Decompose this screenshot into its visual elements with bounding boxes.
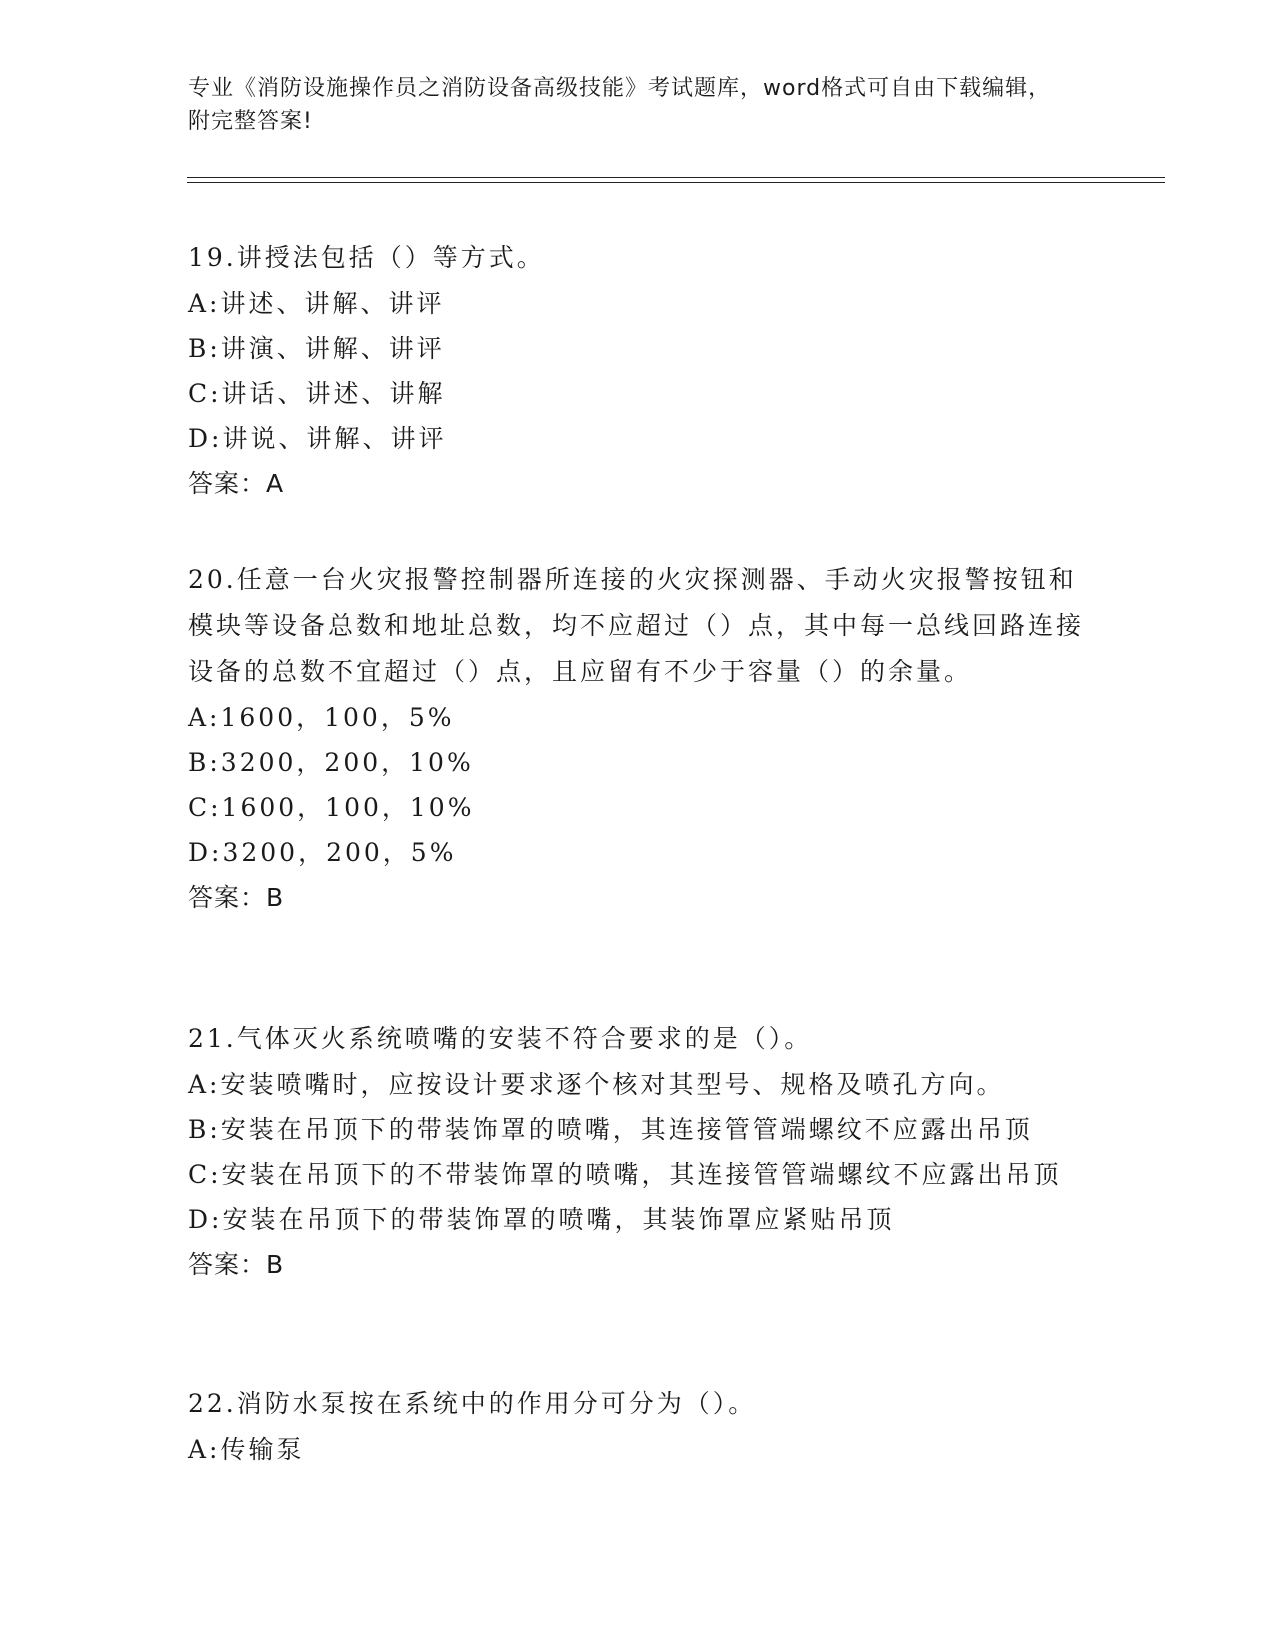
question-20 [188, 557, 1088, 921]
option-d: D:3200，200，5% [188, 838, 457, 867]
question-stem: 20.任意一台火灾报警控制器所连接的火灾探测器、手动火灾报警按钮和模块等设备总数和地址总数，均不应超过（）点，其中每一总线回路连接设备的总数不宜超过（）点，且应留有不少于容量（）的余量。 [188, 565, 1085, 686]
option-b: B:讲演、讲解、讲评 [188, 334, 445, 363]
option-c: C:1600，100，10% [188, 793, 475, 822]
option-b: B:安装在吊顶下的带装饰罩的喷嘴，其连接管管端螺纹不应露出吊顶 [188, 1115, 1033, 1144]
option-b: B:3200，200，10% [188, 748, 474, 777]
document-header [188, 72, 1068, 138]
question-21 [188, 1016, 1088, 1288]
option-a: A:讲述、讲解、讲评 [188, 289, 445, 318]
question-22 [188, 1381, 1088, 1472]
header-title: 专业《消防设施操作员之消防设备高级技能》考试题库，word格式可自由下载编辑，附完整答案! [188, 76, 1052, 134]
option-a: A:安装喷嘴时，应按设计要求逐个核对其型号、规格及喷孔方向。 [188, 1070, 1005, 1099]
option-c: C:安装在吊顶下的不带装饰罩的喷嘴，其连接管管端螺纹不应露出吊顶 [188, 1160, 1062, 1189]
question-stem: 22.消防水泵按在系统中的作用分可分为（）。 [188, 1389, 757, 1418]
question-stem: 19.讲授法包括（）等方式。 [188, 243, 545, 272]
answer: 答案：B [188, 1250, 285, 1279]
option-a: A:传输泵 [188, 1435, 305, 1464]
answer: 答案：B [188, 883, 285, 912]
question-19 [188, 235, 1088, 507]
answer: 答案：A [188, 469, 285, 498]
header-divider-top [187, 177, 1165, 178]
question-stem: 21.气体灭火系统喷嘴的安装不符合要求的是（）。 [188, 1024, 813, 1053]
header-divider-bottom [187, 182, 1165, 183]
option-a: A:1600，100，5% [188, 703, 455, 732]
option-c: C:讲话、讲述、讲解 [188, 379, 446, 408]
option-d: D:安装在吊顶下的带装饰罩的喷嘴，其装饰罩应紧贴吊顶 [188, 1205, 895, 1234]
option-d: D:讲说、讲解、讲评 [188, 424, 447, 453]
